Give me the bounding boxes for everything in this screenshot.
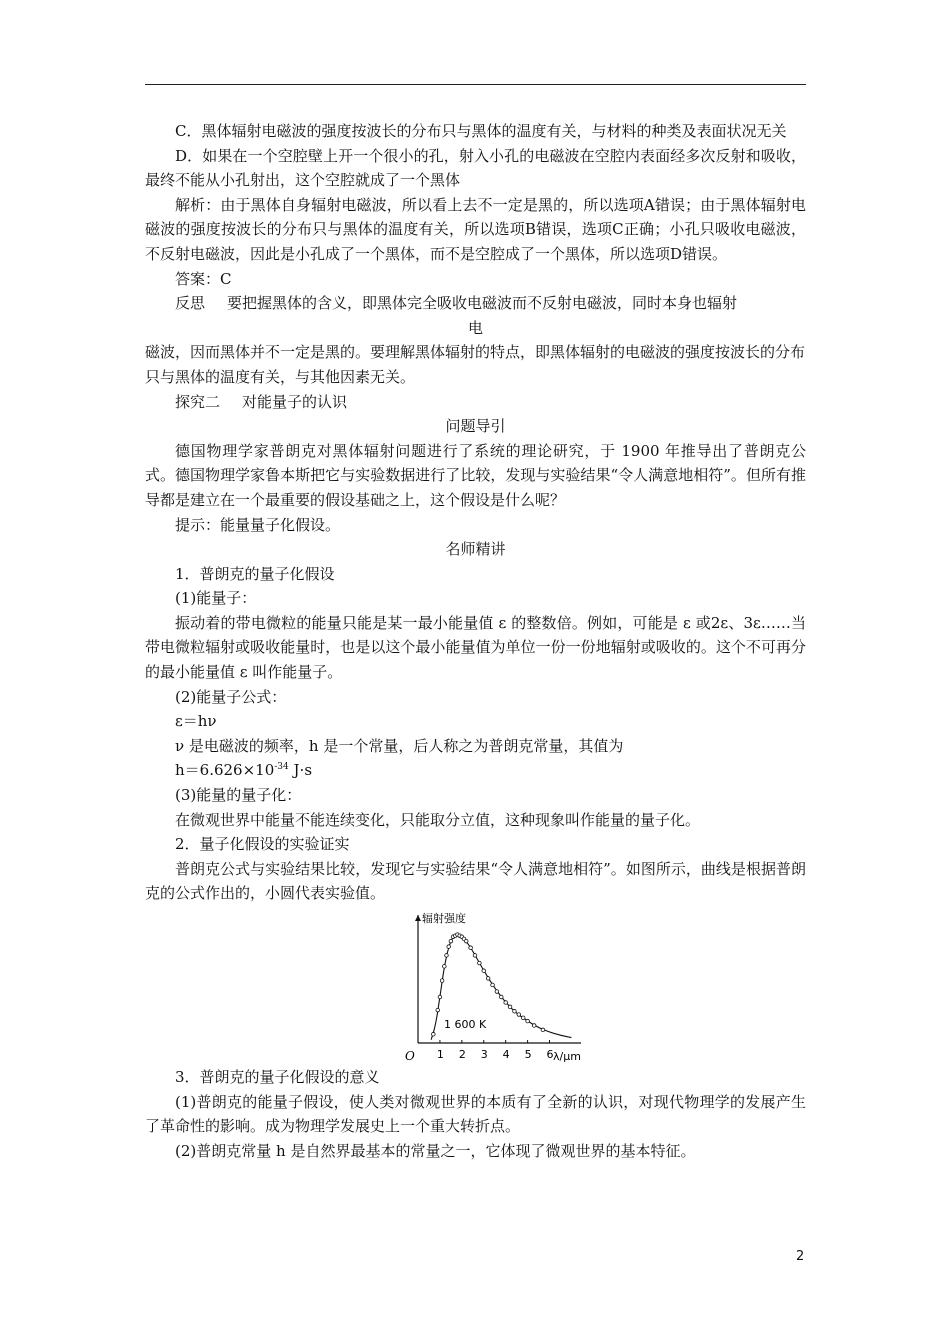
question-text: 德国物理学家普朗克对黑体辐射问题进行了系统的理论研究，于 1900 年推导出了普朗克公式。德国物理学家鲁本斯把它与实验数据进行了比较，发现与实验结果“令人满意地相符”。但所有推导都是建立在一个最重要的假设基础之上，这个假设是什么呢？ bbox=[145, 441, 806, 509]
significance-1: (1)普朗克的能量子假设，使人类对微观世界的本质有了全新的认识，对现代物理学的发展产生了革命性的影响。成为物理学发展史上一个重大转折点。 bbox=[145, 1092, 806, 1136]
temperature-annotation: 1 600 K bbox=[444, 1018, 487, 1031]
measured-point bbox=[447, 945, 451, 949]
measured-point bbox=[508, 1005, 512, 1009]
reflection bbox=[145, 291, 806, 316]
formula-description: ν 是电磁波的频率，h 是一个常量，后人称之为普朗克常量，其值为 bbox=[175, 736, 624, 755]
x-tick-label: 6 bbox=[546, 1048, 554, 1061]
formula: ε＝hν bbox=[175, 712, 217, 731]
measured-point bbox=[478, 961, 482, 965]
lecture-heading: 名师精讲 bbox=[445, 540, 506, 559]
measured-point bbox=[486, 977, 490, 981]
measured-point bbox=[541, 1028, 545, 1032]
measured-point bbox=[495, 990, 499, 994]
reflection-label: 反思 bbox=[175, 294, 206, 313]
planck-exponent: -34 bbox=[274, 762, 289, 773]
x-tick-label: 5 bbox=[524, 1048, 532, 1061]
measured-point bbox=[517, 1013, 521, 1017]
quantization-text: 在微观世界中能量不能连续变化，只能取分立值，这种现象叫作能量的量子化。 bbox=[175, 810, 701, 829]
section-2-label: 探究二 bbox=[175, 392, 221, 411]
section-2-heading bbox=[145, 390, 806, 415]
measured-point bbox=[513, 1009, 517, 1013]
question-heading: 问题导引 bbox=[445, 417, 506, 436]
reflection-text-1: 要把握黑体的含义，即黑体完全吸收电磁波而不反射电磁波，同时本身也辐射 bbox=[227, 294, 738, 313]
measured-point bbox=[464, 939, 468, 943]
option-c: C．黑体辐射电磁波的强度按波长的分布只与黑体的温度有关，与材料的种类及表面状况无关 bbox=[175, 122, 787, 140]
x-tick-label: 3 bbox=[480, 1048, 488, 1061]
heading-1-2: (2)能量子公式： bbox=[175, 687, 287, 706]
measured-point bbox=[438, 995, 442, 999]
measured-point bbox=[499, 995, 503, 999]
measured-point bbox=[443, 965, 447, 969]
measured-point bbox=[526, 1019, 530, 1023]
significance-2: (2)普朗克常量 h 是自然界最基本的常量之一，它体现了微观世界的基本特征。 bbox=[175, 1141, 696, 1160]
reflection-text-2: 磁波，因而黑体并不一定是黑的。要理解黑体辐射的特点，即黑体辐射的电磁波的强度按波长的分布只与黑体的温度有关，与其他因素无关。 bbox=[145, 343, 806, 386]
answer: 答案：C bbox=[175, 269, 232, 288]
x-tick-label: 1 bbox=[436, 1048, 444, 1061]
heading-3: 3．普朗克的量子化假设的意义 bbox=[175, 1068, 380, 1086]
heading-1-1: (1)能量子： bbox=[175, 589, 257, 608]
heading-2: 2．量子化假设的实验证实 bbox=[175, 835, 350, 854]
measured-point bbox=[491, 983, 495, 987]
page-body bbox=[145, 119, 806, 1163]
measured-point bbox=[449, 939, 453, 943]
page-number: 2 bbox=[796, 1249, 805, 1264]
x-axis-label: λ/μm bbox=[553, 1050, 581, 1062]
x-tick-label: 4 bbox=[502, 1048, 510, 1061]
measured-point bbox=[482, 969, 486, 973]
measured-point bbox=[436, 1008, 440, 1012]
section-2-title: 对能量子的认识 bbox=[242, 392, 348, 411]
planck-unit: J·s bbox=[288, 761, 313, 780]
planck-value-pre: h＝6.626×10 bbox=[175, 761, 275, 780]
origin-label: O bbox=[405, 1049, 415, 1062]
header-rule bbox=[145, 84, 806, 85]
measured-point bbox=[532, 1024, 536, 1028]
blackbody-chart bbox=[403, 910, 603, 1062]
heading-1: 1．普朗克的量子化假设 bbox=[175, 564, 335, 583]
analysis: 解析：由于黑体自身辐射电磁波，所以看上去不一定是黑的，所以选项A错误；由于黑体辐射电磁波的强度按波长的分布只与黑体的温度有关，所以选项B错误，选项C正确；小孔只吸收电磁波，不反射电磁波，因此是小孔成了一个黑体，而不是空腔成了一个黑体，所以选项D错误。 bbox=[145, 195, 806, 263]
y-axis-label: 辐射强度 bbox=[422, 912, 466, 925]
x-tick-label: 2 bbox=[458, 1048, 466, 1061]
measured-point bbox=[432, 1032, 436, 1036]
blackbody-figure bbox=[145, 910, 806, 1065]
measured-point bbox=[473, 954, 477, 958]
experiment-text: 普朗克公式与实验结果比较，发现它与实验结果“令人满意地相符”。如图所示，曲线是根据普朗克的公式作出的，小圆代表实验值。 bbox=[145, 859, 806, 903]
measured-point bbox=[469, 946, 473, 950]
measured-point bbox=[504, 1001, 508, 1005]
measured-point bbox=[521, 1016, 525, 1020]
heading-1-3: (3)能量的量子化： bbox=[175, 786, 302, 805]
measured-point bbox=[440, 979, 444, 983]
hint: 提示：能量量子化假设。 bbox=[175, 515, 341, 534]
reflection-center-char: 电 bbox=[467, 318, 483, 337]
option-d: D．如果在一个空腔壁上开一个很小的孔，射入小孔的电磁波在空腔内表面经多次反射和吸收，最终不能从小孔射出，这个空腔就成了一个黑体 bbox=[145, 146, 806, 190]
planck-constant-value bbox=[145, 758, 806, 783]
energy-quantum-text: 振动着的带电微粒的能量只能是某一最小能量值 ε 的整数倍。例如，可能是 ε 或2ε、3ε……当带电微粒辐射或吸收能量时，也是以这个最小能量值为单位一份一份地辐射或吸收的。这个不可再分的最小能量值 ε 叫作能量子。 bbox=[145, 613, 806, 682]
measured-point bbox=[445, 954, 449, 958]
